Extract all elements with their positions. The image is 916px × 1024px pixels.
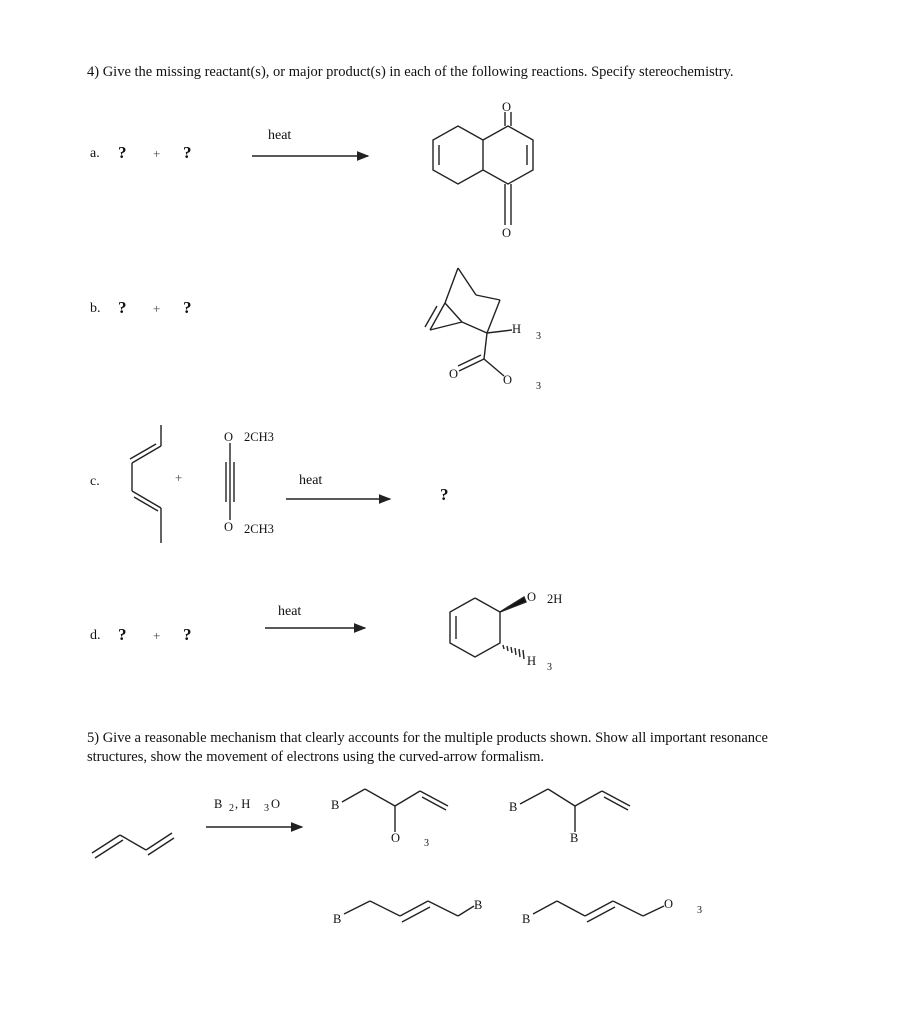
part-d-reactant-1: ? <box>118 625 127 644</box>
part-a-reactant-2: ? <box>183 143 192 162</box>
q5-reagent-b: B <box>214 797 223 811</box>
part-a-product-structure <box>433 112 533 225</box>
part-d-hashed-bond <box>503 645 524 659</box>
part-b-reactant-1: ? <box>118 298 127 317</box>
part-b-ester-o: O <box>503 373 513 387</box>
part-d-product-structure <box>450 597 526 659</box>
part-c-product: ? <box>440 485 449 504</box>
part-d-h-group: H <box>527 654 537 668</box>
part-a-heat: heat <box>268 128 292 143</box>
part-b-methyl-sub: 3 <box>536 331 541 342</box>
part-b-label: b. <box>90 301 101 316</box>
q5-product-3-br-2: B <box>474 898 483 912</box>
part-b-reactant-2: ? <box>183 298 192 317</box>
q5-product-2-structure <box>520 789 630 832</box>
part-c-heat: heat <box>299 473 323 488</box>
q5-product-3-structure <box>344 901 474 922</box>
q5-product-2-br-2: B <box>570 831 579 845</box>
part-c-plus: + <box>175 470 183 485</box>
part-c-alkyne-structure <box>226 443 234 520</box>
q5-product-2-br-1: B <box>509 800 518 814</box>
part-a-reactant-1: ? <box>118 143 127 162</box>
q5-reagent-h: , H <box>235 797 251 811</box>
part-b-methyl-h: H <box>512 322 522 336</box>
part-c-top-sub: 2CH3 <box>244 430 274 444</box>
q5-product-4-sub: 3 <box>697 905 702 916</box>
q5-product-1-sub: 3 <box>424 838 429 849</box>
part-a-plus: + <box>153 146 161 161</box>
part-a-oxygen-top: O <box>502 100 512 114</box>
part-d-plus: + <box>153 628 161 643</box>
part-d-label: d. <box>90 628 101 643</box>
part-b-product-structure <box>425 268 512 376</box>
part-a-oxygen-bottom: O <box>502 226 512 240</box>
part-d-heat: heat <box>278 604 302 619</box>
q5-product-4-br: B <box>522 912 531 926</box>
question-4-prompt: 4) Give the missing reactant(s), or major product(s) in each of the following reactions. Specify stereochemistry. <box>87 64 734 80</box>
part-c-bottom-sub: 2CH3 <box>244 522 274 536</box>
part-c-label: c. <box>90 474 100 489</box>
q5-reagent-sub-2: 3 <box>264 803 269 814</box>
part-d-o-group: O <box>527 590 537 604</box>
part-d-o-sub: 2H <box>547 592 563 606</box>
part-b-plus: + <box>153 301 161 316</box>
part-c-bottom-o: O <box>224 520 234 534</box>
part-c-diene-structure <box>130 425 161 543</box>
part-b-ester-sub: 3 <box>536 381 541 392</box>
q5-product-1-structure <box>342 789 448 832</box>
q5-reagent-o: O <box>271 797 281 811</box>
part-c-top-o: O <box>224 430 234 444</box>
q5-butadiene-structure <box>92 833 174 858</box>
part-d-h-sub: 3 <box>547 662 552 673</box>
q5-product-1-br: B <box>331 798 340 812</box>
q5-product-4-structure <box>533 901 664 922</box>
part-b-carbonyl-o: O <box>449 367 459 381</box>
question-5-prompt-line-2: structures, show the movement of electrons using the curved-arrow formalism. <box>87 749 545 765</box>
q5-product-3-br-1: B <box>333 912 342 926</box>
part-d-reactant-2: ? <box>183 625 192 644</box>
part-a-label: a. <box>90 146 100 161</box>
question-5-prompt-line-1: 5) Give a reasonable mechanism that clearly accounts for the multiple products shown. Show all important resonance <box>87 730 768 746</box>
q5-product-4-o: O <box>664 897 674 911</box>
q5-product-1-o: O <box>391 831 401 845</box>
q5-reagent-sub-1: 2 <box>229 803 234 814</box>
